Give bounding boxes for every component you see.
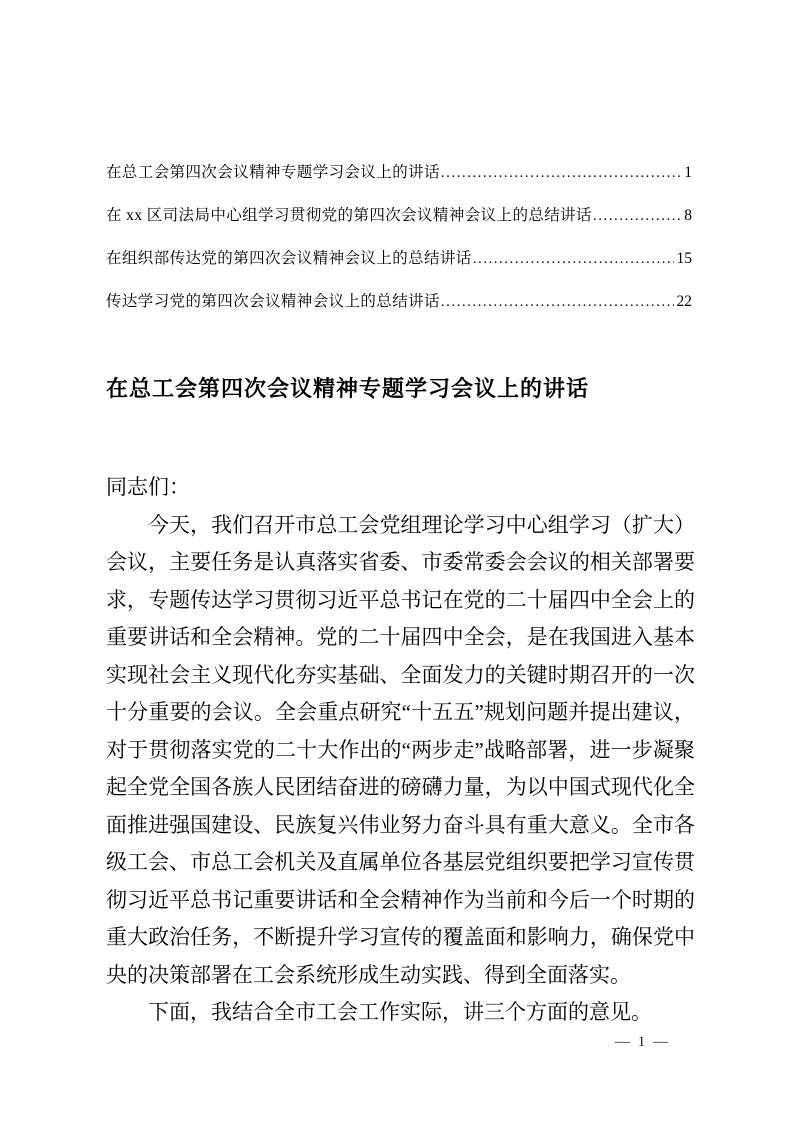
toc-entry-title[interactable]: 传达学习党的第四次会议精神会议上的总结讲话 [106, 293, 440, 310]
footer-page-number: — 1 — [615, 1034, 670, 1050]
salutation: 同志们： [106, 475, 190, 499]
toc-page-number: 1 [684, 164, 692, 181]
toc-dot-leader [593, 207, 681, 225]
body-paragraph-1: 今天，我们召开市总工会党组理论学习中心组学习（扩大）会议，主要任务是认真落实省委、市委常委会会议的相关部署要求，专题传达学习贯彻习近平总书记在党的二十届四中全会上的重要讲话和全会精神。党的二十届四中全会，是在我国进入基本实现社会主义现代化夯实基础、全面发力的关键时期召开的一次十分重要的会议。全会重点研究“十五五”规划问题并提出建议，对于贯彻落实党的二十大作出的“两步走”战略部署，进一步凝聚起全党全国各族人民团结奋进的磅礴力量，为以中国式现代化全面推进强国建设、民族复兴伟业努力奋斗具有重大意义。全市各级工会、市总工会机关及直属单位各基层党组织要把学习宣传贯彻习近平总书记重要讲话和全会精神作为当前和今后一个时期的重大政治任务，不断提升学习宣传的覆盖面和影响力，确保党中央的决策部署在工会系统形成生动实践、得到全面落实。 [106, 512, 695, 987]
toc-entry-title[interactable]: 在组织部传达党的第四次会议精神会议上的总结讲话 [106, 250, 472, 267]
toc-dot-leader [441, 164, 681, 182]
body-paragraph-2: 下面，我结合全市工会工作实际，讲三个方面的意见。 [148, 1000, 652, 1024]
toc-entry-2[interactable] [106, 203, 692, 246]
toc-entry-title[interactable]: 在总工会第四次会议精神专题学习会议上的讲话 [106, 164, 440, 181]
article-title: 在总工会第四次会议精神专题学习会议上的讲话 [106, 376, 590, 401]
article-body [106, 469, 695, 1032]
toc-page-number: 8 [684, 207, 692, 224]
toc-entry-1[interactable] [106, 160, 692, 203]
toc-dot-leader [441, 293, 674, 311]
toc-entry-title[interactable]: 在 xx 区司法局中心组学习贯彻党的第四次会议精神会议上的总结讲话 [106, 207, 592, 224]
table-of-contents [106, 160, 692, 332]
toc-dot-leader [473, 250, 674, 268]
toc-page-number: 22 [676, 293, 692, 310]
toc-entry-4[interactable] [106, 289, 692, 332]
toc-page-number: 15 [676, 250, 692, 267]
toc-entry-3[interactable] [106, 246, 692, 289]
